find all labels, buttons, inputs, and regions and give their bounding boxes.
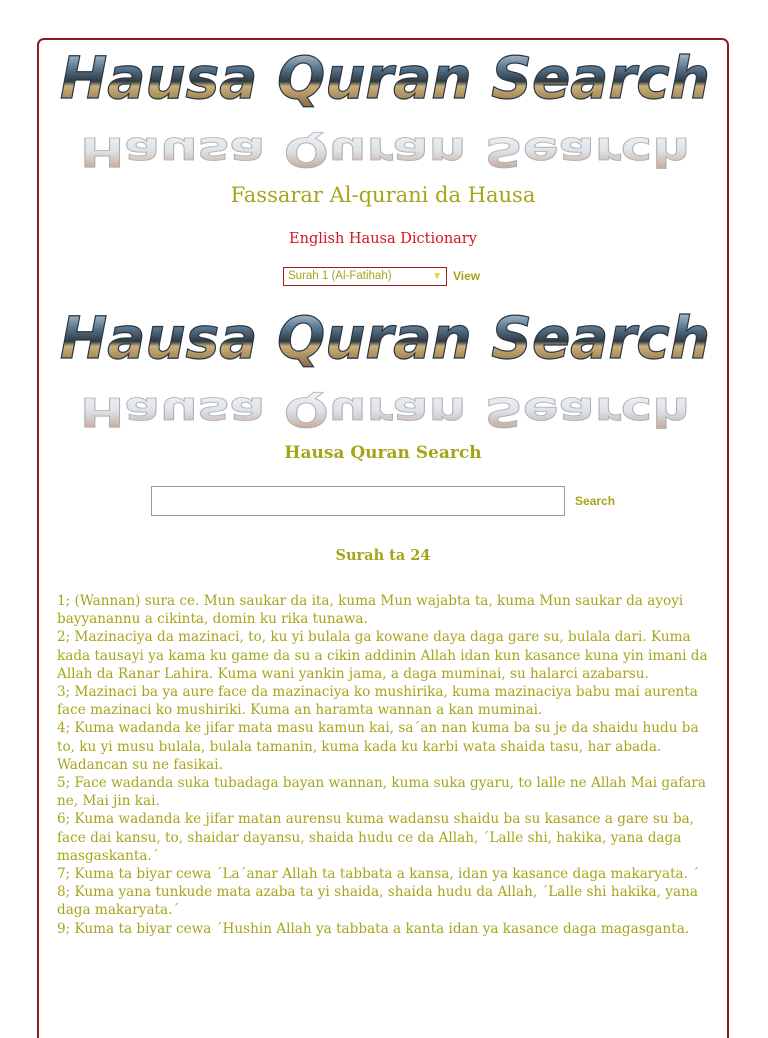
verse-item: 3; Mazinaci ba ya aure face da mazinaciya ko mushirika, kuma mazinaciya babu mai aurenta face mazinaci ko mushiriki. Kuma an haramta wannan a kan muminai. — [57, 684, 698, 719]
page-frame — [37, 38, 729, 1038]
verse-list — [57, 592, 717, 938]
logo-reflection: Hausa Quran Search — [80, 388, 690, 434]
surah-select[interactable] — [283, 267, 447, 286]
search-button[interactable]: Search — [575, 494, 616, 508]
view-button[interactable]: View — [453, 269, 481, 283]
site-logo-top — [53, 44, 717, 174]
verse-item: 6; Kuma wadanda ke jifar matan aurensu kuma wadansu shaidu ba su kasance a gare su ba, face dai kansu, to, shaidar dayansu, shaida hudu ce da Allah, ´Lalle shi, hakika, yana daga masgaskanta.´ — [57, 811, 695, 864]
verse-item: 2; Mazinaciya da mazinaci, to, ku yi bulala ga kowane daya daga gare su, bulala dari. Kuma kada tausayi ya kama ku game da su a cikin addinin Allah idan kun kasance kuna yin imani da Allah da Ranar Lahira. Kuma wani yankin jama, a daga muminai, su halarci azabarsu. — [57, 629, 708, 682]
search-input[interactable] — [151, 486, 565, 516]
verse-item: 4; Kuma wadanda ke jifar mata masu kamun kai, sa´an nan kuma ba su je da shaidu hudu ba to, ku yi musu bulala, bulala tamanin, kuma kada ku karbi wata shaida tasu, har abada. Wadancan su ne fasikai. — [57, 720, 699, 773]
search-row — [151, 486, 615, 516]
verse-item: 9; Kuma ta biyar cewa ´Hushin Allah ya tabbata a kanta idan ya kasance daga magasganta. — [57, 920, 690, 937]
verse-item: 5; Face wadanda suka tubadaga bayan wannan, kuma suka gyaru, to lalle ne Allah Mai gafara ne, Mai jin kai. — [57, 775, 706, 810]
logo-reflection: Hausa Quran Search — [80, 128, 690, 174]
page-title: Fassarar Al-qurani da Hausa — [230, 183, 536, 207]
verse-item: 8; Kuma yana tunkude mata azaba ta yi shaida, shaida hudu da Allah, ´Lalle shi hakika, yana daga makaryata.´ — [57, 884, 698, 919]
surah-select-value: Surah 1 (Al-Fatihah) — [288, 270, 392, 282]
surah-selector-row — [283, 266, 480, 286]
verse-item: 1; (Wannan) sura ce. Mun saukar da ita, kuma Mun wajabta ta, kuma Mun saukar da ayoyi bayyanannu a cikinta, domin ku rika tunawa. — [57, 593, 684, 628]
surah-heading: Surah ta 24 — [335, 547, 431, 564]
logo-text: Hausa Quran Search — [60, 44, 710, 112]
dictionary-link[interactable]: English Hausa Dictionary — [289, 231, 477, 247]
logo-text: Hausa Quran Search — [60, 304, 710, 372]
site-logo-bottom — [53, 304, 717, 434]
search-heading: Hausa Quran Search — [284, 443, 482, 463]
dropdown-arrow-icon: ▼ — [432, 270, 442, 282]
verse-item: 7; Kuma ta biyar cewa ´La´anar Allah ta tabbata a kansa, idan ya kasance daga makaryata. ´ — [57, 866, 700, 883]
